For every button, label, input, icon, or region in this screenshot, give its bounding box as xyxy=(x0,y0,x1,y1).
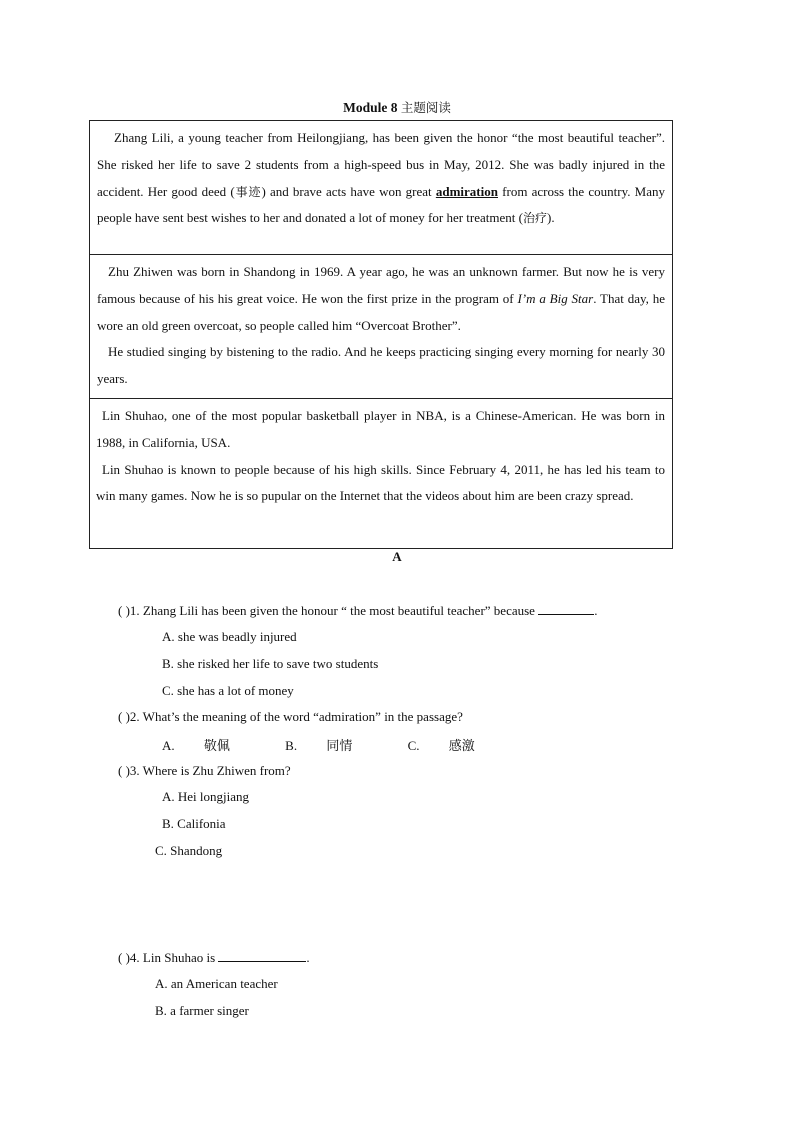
answer-bracket[interactable]: ( ) xyxy=(118,709,130,724)
passage-zhang-lili xyxy=(90,121,673,255)
passage-2-text-b: He studied singing by bistening to the radio. And he keeps practicing singing every morning for nearly 30 years. xyxy=(97,344,665,387)
question-3-stem: 3. Where is Zhu Zhiwen from? xyxy=(129,763,291,778)
question-1-option-b: B. she risked her life to save two students xyxy=(162,656,379,671)
passage-1-text xyxy=(97,125,665,232)
question-4 xyxy=(118,949,310,966)
question-2 xyxy=(118,709,463,725)
passage-row-1 xyxy=(90,121,673,255)
passage-1-part: from across the country. Many people have sent best wishes to her and donated a lot of money for her treatment ( xyxy=(97,183,665,226)
passage-3-text-b: Lin Shuhao is known to people because of his high skills. Since February 4, 2011, he has led his team to win many games. Now he is so pupular on the Internet that the videos about him are been crazy spread. xyxy=(96,461,665,504)
question-3 xyxy=(118,763,291,779)
option-letter: B. xyxy=(285,738,298,753)
passage-1-gloss-deed: 事迹 xyxy=(234,184,262,199)
question-2-option-a xyxy=(162,738,256,753)
question-2-options xyxy=(162,735,527,754)
option-letter: C. xyxy=(407,738,420,753)
question-4-stem: 4. Lin Shuhao is xyxy=(129,950,216,965)
question-1-end: . xyxy=(594,603,598,618)
question-3-option-b: B. Califonia xyxy=(162,816,226,831)
answer-blank[interactable] xyxy=(538,602,594,615)
question-2-option-b xyxy=(285,738,378,753)
passage-row-3 xyxy=(90,398,673,548)
passage-2-program-name: I’m a Big Star xyxy=(517,290,594,306)
option-letter: A. xyxy=(162,738,175,753)
section-label: A xyxy=(392,549,402,564)
answer-bracket[interactable]: ( ) xyxy=(118,950,130,965)
passage-2-text-a xyxy=(97,259,665,339)
question-3-option-c: C. Shandong xyxy=(155,843,223,858)
question-4-end: . xyxy=(306,950,310,965)
question-4-option-b: B. a farmer singer xyxy=(155,1003,249,1018)
question-1-stem: 1. Zhang Lili has been given the honour “ the most beautiful teacher” because xyxy=(129,603,535,618)
passage-lin-shuhao xyxy=(90,398,673,548)
title-module: Module 8 xyxy=(343,100,398,115)
passage-row-2 xyxy=(90,255,673,399)
passage-1-part: ) and brave acts have won great xyxy=(261,183,436,199)
question-2-stem: 2. What’s the meaning of the word “admiration” in the passage? xyxy=(129,709,463,724)
passage-2-part: . That day, he wore an old green overcoat, so people called him “Overcoat Brother”. xyxy=(97,290,665,333)
question-1 xyxy=(118,602,597,619)
option-text: 同情 xyxy=(326,739,353,754)
question-1-option-c: C. she has a lot of money xyxy=(162,683,294,698)
page-title xyxy=(0,98,794,116)
answer-bracket[interactable]: ( ) xyxy=(118,603,130,618)
passage-1-part: Zhang Lili, a young teacher from Heilongjiang, has been given the honor “the most beautiful teacher”. She risked her life to save 2 students from a high-speed bus in May, 2012. She was badly injured in the accident. Her good deed ( xyxy=(97,130,665,199)
answer-blank[interactable] xyxy=(218,949,306,962)
question-4-option-a: A. an American teacher xyxy=(155,976,278,991)
question-1-option-a: A. she was beadly injured xyxy=(162,629,297,644)
passage-1-keyword: admiration xyxy=(435,183,498,199)
passage-1-gloss-treatment: 治疗 xyxy=(522,211,547,226)
passage-3-text-a: Lin Shuhao, one of the most popular basketball player in NBA, is a Chinese-American. He was born in 1988, in California, USA. xyxy=(96,407,665,450)
question-3-option-a: A. Hei longjiang xyxy=(162,789,250,804)
option-text: 感激 xyxy=(448,739,475,754)
title-chinese: 主题阅读 xyxy=(400,100,451,115)
answer-bracket[interactable]: ( ) xyxy=(118,763,130,778)
passage-2-part: Zhu Zhiwen was born in Shandong in 1969. A year ago, he was an unknown farmer. But now he is very famous because of his his great voice. He won the first prize in the program of xyxy=(97,264,665,306)
question-2-option-c xyxy=(408,738,501,753)
passage-zhu-zhiwen xyxy=(90,255,673,399)
option-text: 敬佩 xyxy=(203,739,230,754)
passage-1-part: ). xyxy=(547,210,555,226)
reading-passages-table xyxy=(89,120,673,549)
